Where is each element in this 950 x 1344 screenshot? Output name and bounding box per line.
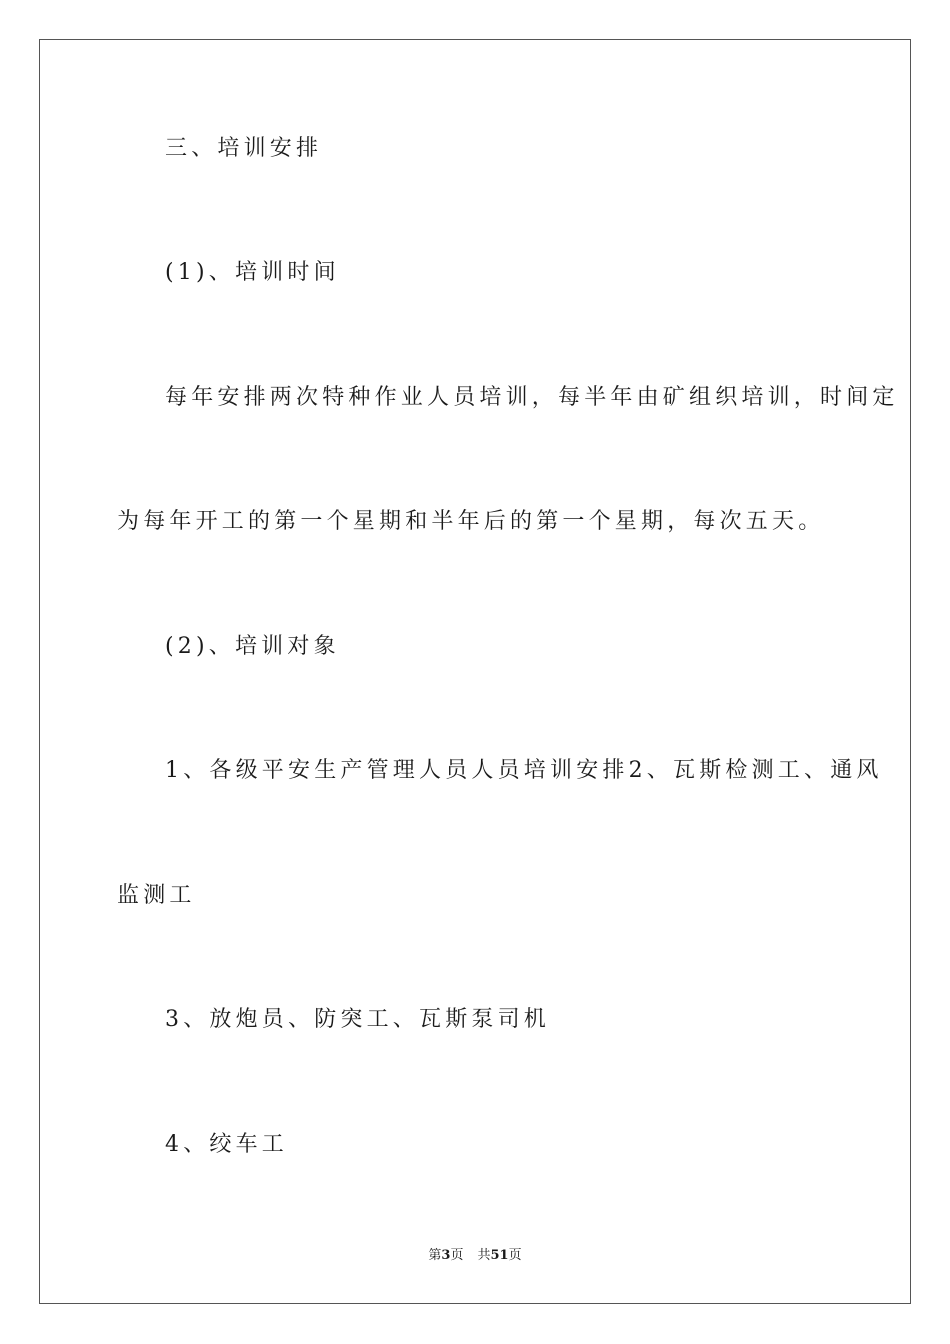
list-item-continuation: 监测工: [117, 883, 196, 908]
subheading-training-time: (1)、培训时间: [165, 260, 340, 285]
list-item: 3、放炮员、防突工、瓦斯泵司机: [165, 1007, 550, 1032]
subheading-training-targets: (2)、培训对象: [165, 634, 340, 659]
page-border: [39, 39, 911, 1304]
paragraph-line: 为每年开工的第一个星期和半年后的第一个星期，每次五天。: [117, 509, 825, 534]
footer-page-prefix: 第: [428, 1248, 442, 1263]
footer-total-suffix: 页: [508, 1248, 522, 1263]
list-item: 1、各级平安生产管理人员人员培训安排2、瓦斯检测工、通风: [165, 758, 883, 783]
list-item: 4、绞车工: [165, 1132, 288, 1157]
paragraph-line: 每年安排两次特种作业人员培训，每半年由矿组织培训，时间定: [165, 385, 899, 410]
footer-total-pages: 51: [490, 1248, 509, 1263]
page-footer: [0, 1246, 950, 1266]
footer-total-prefix: 共: [477, 1248, 491, 1263]
section-heading: 三、培训安排: [165, 136, 323, 161]
footer-page-suffix: 页: [450, 1248, 464, 1263]
footer-page-number: 3: [441, 1248, 451, 1263]
